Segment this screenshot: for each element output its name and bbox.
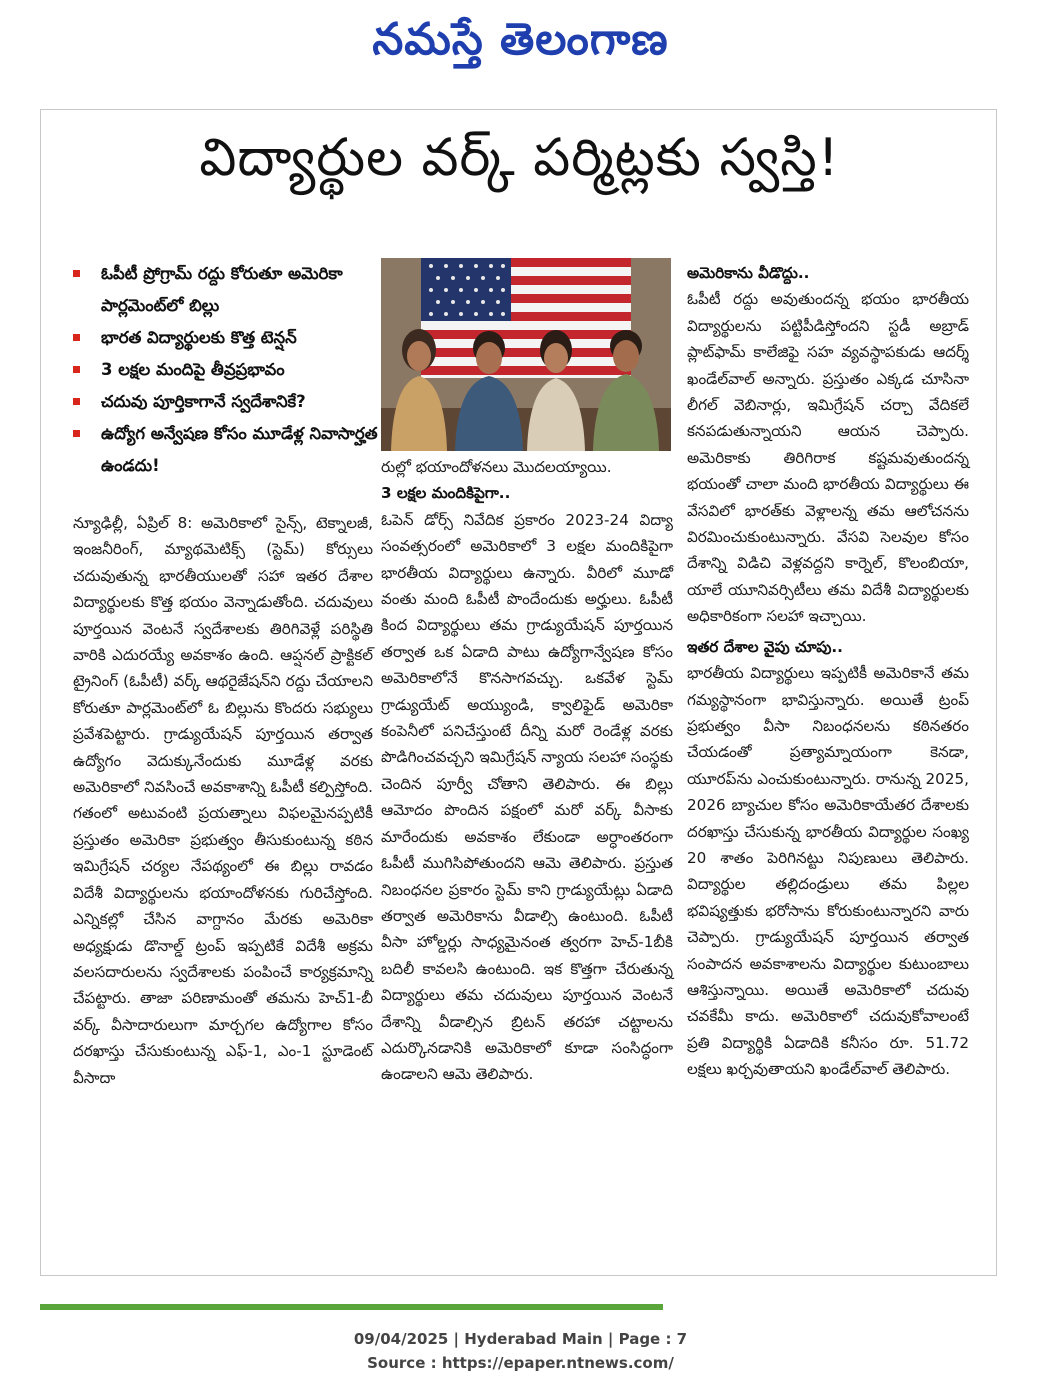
bullet-square-icon bbox=[73, 430, 80, 437]
article-body-col2-continuation: రుల్లో భయాందోళనలు మొదలయ్యాయి. bbox=[381, 458, 612, 476]
bullet-square-icon bbox=[73, 334, 80, 341]
bullet-square-icon bbox=[73, 270, 80, 277]
highlight-item: ఓపీటీ ప్రోగ్రామ్‌ రద్దు కోరుతూ అమెరికా పార్లమెంట్‌లో బిల్లు bbox=[73, 258, 393, 322]
column-3 bbox=[687, 260, 969, 1083]
students-flag-photo bbox=[381, 258, 671, 451]
article-body-col1: న్యూఢిల్లీ, ఏప్రిల్‌ 8: అమెరికాలో సైన్స్‌, టెక్నాలజీ, ఇంజనీరింగ్‌, మ్యాథమెటిక్స్‌ (స్టెమ్‌) కోర్సులు చదువుతున్న భారతీయులతో సహా ఇతర దేశాల విద్యార్థులకు కొత్త భయం వెన్నాడుతోంది. చదువులు పూర్తయిన వెంటనే స్వదేశాలకు తిరిగివెళ్లే పరిస్థితి వారికి ఎదురయ్యే అవకాశం ఉంది. ఆప్షనల్‌ ప్రాక్టికల్‌ ట్రైనింగ్‌ (ఓపీటీ) వర్క్‌ ఆథరైజేషన్‌ని రద్దు చేయాలని కోరుతూ పార్లమెంట్‌లో ఓ బిల్లును కొందరు సభ్యులు ప్రవేశపెట్టారు. గ్రాడ్యుయేషన్‌ పూర్తయిన తర్వాత ఉద్యోగం వెదుక్కునేందుకు మూడేళ్ల వరకు అమెరికాలో నివసించే అవకాశాన్ని ఓపీటీ కల్పిస్తోంది. గతంలో అటువంటి ప్రయత్నాలు విఫలమైనప్పటికీ ప్రస్తుతం అమెరికా ప్రభుత్వం తీసుకుంటున్న కఠిన ఇమిగ్రేషన్‌ చర్యల నేపథ్యంలో ఈ బిల్లు రావడం విదేశీ విద్యార్థులను భయాందోళనకు గురిచేస్తోంది. ఎన్నికల్లో చేసిన వాగ్దానం మేరకు అమెరికా అధ్యక్షుడు డొనాల్డ్‌ ట్రంప్‌ ఇప్పటికే విదేశీ అక్రమ వలసదారులను స్వదేశాలకు పంపించే కార్యక్రమాన్ని చేపట్టారు. తాజా పరిణామంతో తమను హెచ్‌1-బీ వర్క్‌ వీసాదారులుగా మార్చగల ఉద్యోగాల కోసం దరఖాస్తు చేసుకుంటున్న ఎఫ్‌-1, ఎం-1 స్టూడెంట్‌ వీసాదా bbox=[73, 514, 373, 1087]
newspaper-masthead: నమస్తే తెలంగాణ bbox=[372, 14, 669, 65]
footer-date-edition: 09/04/2025 | Hyderabad Main | Page : 7 bbox=[353, 1330, 688, 1348]
bullet-square-icon bbox=[73, 398, 80, 405]
highlight-item: భారత విద్యార్థులకు కొత్త టెన్షన్‌ bbox=[73, 322, 393, 354]
column-1 bbox=[73, 510, 373, 1091]
bullet-square-icon bbox=[73, 366, 80, 373]
subheading-other-countries: ఇతర దేశాల వైపు చూపు.. bbox=[687, 637, 843, 656]
subheading-dont-leave-america: అమెరికాను వీడొద్దు.. bbox=[687, 264, 810, 282]
highlight-item: 3 లక్షల మందిపై తీవ్రప్రభావం bbox=[73, 354, 393, 386]
footer-source: Source : https://epaper.ntnews.com/ bbox=[367, 1354, 674, 1372]
subheading-3-lakh: 3 లక్షల మందికిపైగా.. bbox=[381, 484, 511, 503]
article-clipping bbox=[40, 109, 997, 1276]
highlight-item: ఉద్యోగ అన్వేషణ కోసం మూడేళ్ల నివాసార్హత ఉండదు! bbox=[73, 418, 393, 482]
highlight-item: చదువు పూర్తికాగానే స్వదేశానికే? bbox=[73, 386, 393, 418]
article-headline: విద్యార్థుల వర్క్‌ పర్మిట్లకు స్వస్తి! bbox=[199, 128, 840, 188]
column-2 bbox=[381, 454, 673, 1088]
article-body-col2: ఓపెన్‌ డోర్స్‌ నివేదిక ప్రకారం 2023-24 విద్యా సంవత్సరంలో అమెరికాలో 3 లక్షల మందికిపైగా భారతీయ విద్యార్థులు ఉన్నారు. వీరిలో మూడో వంతు మంది ఓపీటీ పొందేందుకు అర్హులు. ఓపీటీ కింద విద్యార్థులు తమ గ్రాడ్యుయేషన్‌ పూర్తయిన తర్వాత ఒక ఏడాది పాటు ఉద్యోగాన్వేషణ కోసం అమెరికాలోనే కొనసాగవచ్చు. ఒకవేళ స్టెమ్‌ గ్రాడ్యుయేట్‌ అయ్యుండి, క్వాలిఫైడ్‌ అమెరికా కంపెనీలో పనిచేస్తుంటే దీన్ని మరో రెండేళ్ల వరకు పొడిగించవచ్చని ఇమిగ్రేషన్‌ న్యాయ సలహా సంస్థకు చెందిన పూర్వీ చోతాని తెలిపారు. ఈ బిల్లు ఆమోదం పొందిన పక్షంలో మరో వర్క్‌ వీసాకు మారేందుకు అవకాశం లేకుండా అర్ధాంతరంగా ఓపీటీ ముగిసిపోతుందని ఆమె తెలిపారు. ప్రస్తుత నిబంధనల ప్రకారం స్టెమ్‌ కాని గ్రాడ్యుయేట్లు ఏడాది తర్వాత అమెరికాను వీడాల్సి ఉంటుంది. ఓపీటీ వీసా హోల్డర్లు సాధ్యమైనంత త్వరగా హెచ్‌-1బీకి బదిలీ కావలసి ఉంటుంది. ఇక కొత్తగా చేరుతున్న విద్యార్థులు తమ చదువులు పూర్తయిన వెంటనే దేశాన్ని వీడాల్సిన బ్రిటన్‌ తరహా చట్టాలను ఎదుర్కొనడానికి అమెరికాలో కూడా సంసిద్ధంగా ఉండాలని ఆమె తెలిపారు. bbox=[381, 510, 673, 1084]
highlights-list bbox=[73, 258, 393, 482]
article-body-col3-part1: ఓపీటీ రద్దు అవుతుందన్న భయం భారతీయ విద్యార్థులను పట్టిపీడిస్తోందని స్టడీ అబ్రాడ్‌ ప్లాట్‌ఫామ్‌ కాలేజిఫై సహ వ్యవస్థాపకుడు ఆదర్శ్‌ ఖండేల్‌వాల్‌ అన్నారు. ప్రస్తుతం ఎక్కడ చూసినా లీగల్‌ వెబినార్లు, ఇమిగ్రేషన్‌ చర్చా వేదికలే కనపడుతున్నాయని ఆయన చెప్పారు. అమెరికాకు తిరిగిరాక కష్టమవుతుందన్న భయంతో చాలా మంది భారతీయ విద్యార్థులు ఈ వేసవిలో భారత్‌కు వెళ్లాలన్న తమ ఆలోచనను విరమించుకుంటున్నారు. వేసవి సెలవుల కోసం దేశాన్ని విడిచి వెళ్లవద్దని కార్నెల్‌, కొలంబియా, యాలే యూనివర్సిటీలు తమ విదేశీ విద్యార్థులకు అధికారికంగా సలహా ఇచ్చాయి. bbox=[687, 290, 969, 626]
article-body-col3-part2: భారతీయ విద్యార్థులు ఇప్పటికీ అమెరికానే తమ గమ్యస్థానంగా భావిస్తున్నారు. అయితే ట్రంప్‌ ప్రభుత్వం వీసా నిబంధనలను కఠినతరం చేయడంతో ప్రత్యామ్నాయంగా కెనడా, యూరప్‌ను ఎంచుకుంటున్నారు. రానున్న 2025, 2026 బ్యాచుల కోసం అమెరికాయేతర దేశాలకు దరఖాస్తు చేసుకున్న భారతీయ విద్యార్థుల సంఖ్య 20 శాతం పెరిగినట్టు నిపుణులు తెలిపారు. విద్యార్థుల తల్లిదండ్రులు తమ పిల్లల భవిష్యత్తుకు భరోసాను కోరుకుంటున్నారని వారు చెప్పారు. గ్రాడ్యుయేషన్‌ పూర్తయిన తర్వాత సంపాదన అవకాశాలను విద్యార్థుల కుటుంబాలు ఆశిస్తున్నాయి. అయితే అమెరికాలో చదువు చవకేమీ కాదు. అమెరికాలో చదువుకోవాలంటే ప్రతి విద్యార్థికి ఏడాదికి కనీసం రూ. 51.72 లక్షలు ఖర్చవుతాయని ఖండేల్‌వాల్‌ తెలిపారు. bbox=[687, 664, 969, 1079]
footer-rule bbox=[40, 1304, 663, 1310]
